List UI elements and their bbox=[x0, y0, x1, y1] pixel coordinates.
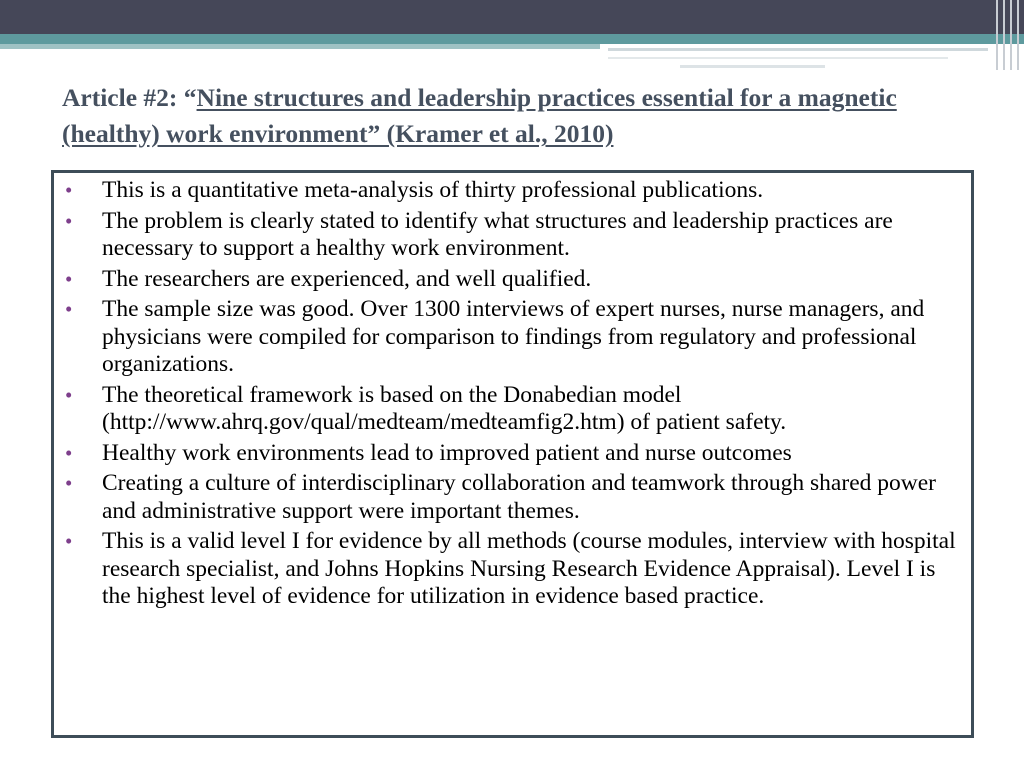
list-item bbox=[54, 266, 971, 294]
bullet-icon: • bbox=[65, 382, 73, 407]
bullet-icon: • bbox=[65, 178, 73, 202]
list-item-text: The problem is clearly stated to identify what structures and leadership practices are necessary to support a healthy work environment. bbox=[102, 207, 893, 261]
content-box bbox=[51, 170, 974, 738]
list-item-text: The researchers are experienced, and well qualified. bbox=[102, 265, 592, 292]
title-article-name: Nine structures and leadership practices essential for a magnetic (healthy) work environment” (Kramer et al., 2010) bbox=[62, 83, 897, 148]
list-item-text: The theoretical framework is based on the Donabedian model (http://www.ahrq.gov/qual/medteam/medteamfig2.htm) of patient safety. bbox=[102, 381, 787, 435]
list-item-text: Healthy work environments lead to improved patient and nurse outcomes bbox=[102, 439, 792, 466]
list-item-text: This is a quantitative meta-analysis of thirty professional publications. bbox=[102, 177, 764, 203]
bullet-list bbox=[54, 177, 971, 614]
list-item bbox=[54, 470, 971, 525]
list-item-text: Creating a culture of interdisciplinary collaboration and teamwork through shared power and administrative support were important themes. bbox=[102, 470, 936, 524]
header-accent-line bbox=[608, 48, 988, 51]
header-vertical-stripe bbox=[996, 0, 998, 70]
bullet-icon: • bbox=[65, 440, 73, 465]
list-item bbox=[54, 382, 971, 437]
header-teal-light-band bbox=[0, 44, 600, 49]
title-prefix: Article #2: “ bbox=[62, 83, 197, 112]
bullet-icon: • bbox=[65, 208, 73, 233]
list-item-text: The sample size was good. Over 1300 interviews of expert nurses, nurse managers, and physicians were compiled for comparison to findings from regulatory and professional organizations. bbox=[102, 296, 925, 377]
list-item-text: This is a valid level I for evidence by all methods (course modules, interview with hospital research specialist, and Johns Hopkins Nursing Research Evidence Appraisal). Level I is the highest level of evidence for utilization in evidence based practice. bbox=[102, 528, 956, 609]
header-accent-line bbox=[680, 65, 825, 68]
list-item bbox=[54, 296, 971, 379]
header-vertical-stripe bbox=[1010, 0, 1012, 70]
bullet-icon: • bbox=[65, 297, 73, 321]
header-teal-band bbox=[0, 34, 1024, 44]
header-dark-band bbox=[0, 0, 1024, 34]
bullet-icon: • bbox=[65, 471, 73, 495]
list-item bbox=[54, 440, 971, 468]
header-vertical-stripe bbox=[1017, 0, 1019, 70]
list-item bbox=[54, 177, 971, 205]
header-accent-line bbox=[608, 57, 948, 59]
slide-title bbox=[62, 80, 982, 152]
bullet-icon: • bbox=[65, 266, 73, 291]
header-vertical-stripe bbox=[1003, 0, 1005, 70]
list-item bbox=[54, 528, 971, 611]
bullet-icon: • bbox=[65, 529, 73, 553]
list-item bbox=[54, 208, 971, 263]
